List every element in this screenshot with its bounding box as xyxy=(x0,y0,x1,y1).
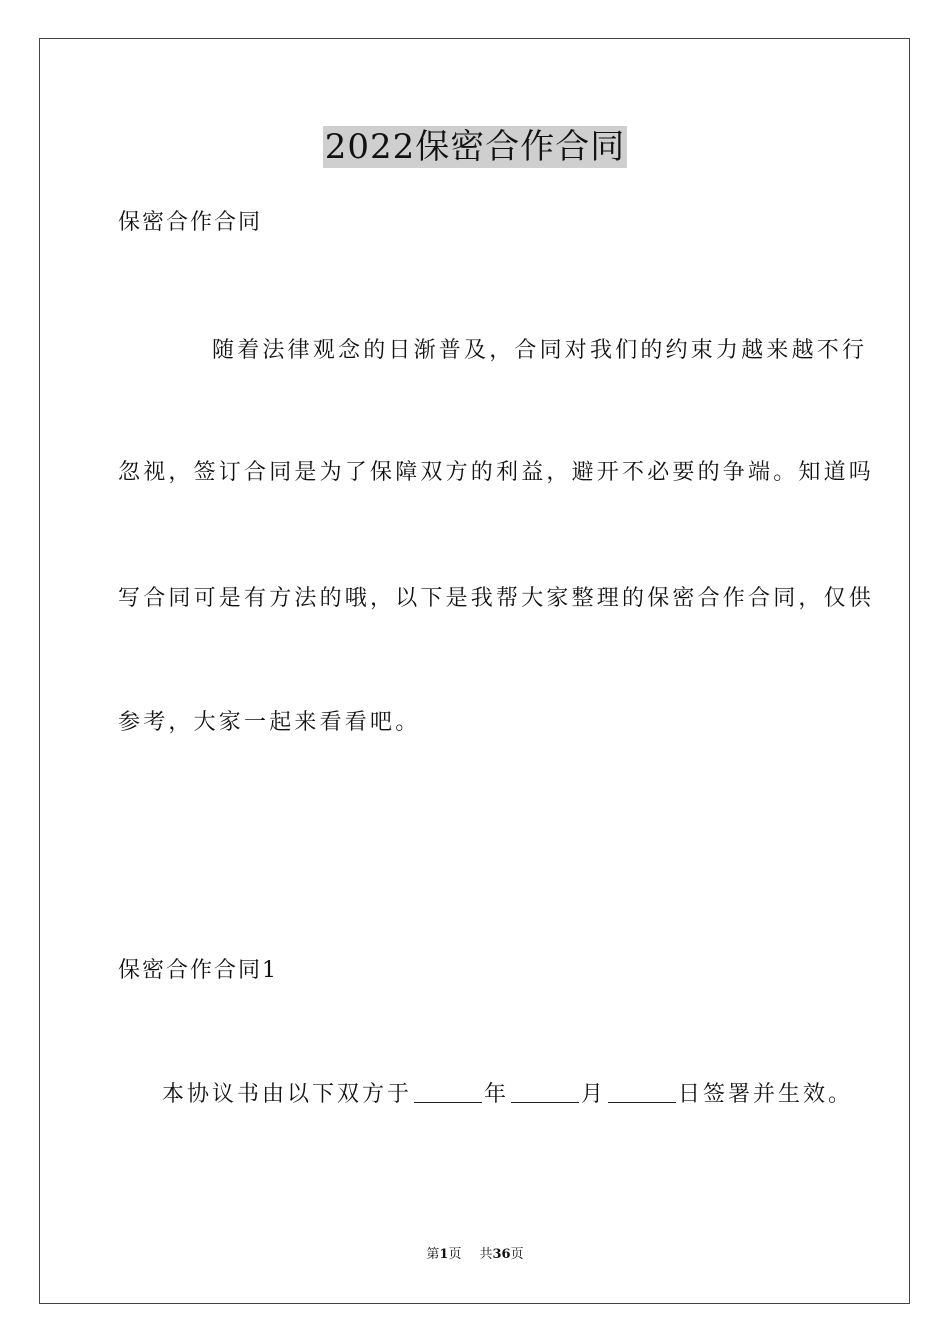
agreement-prefix: 本协议书由以下双方于 xyxy=(162,1082,413,1107)
footer-page-prefix: 第 xyxy=(426,1247,440,1262)
section-heading: 保密合作合同1 xyxy=(118,958,278,983)
document-subtitle: 保密合作合同 xyxy=(118,210,263,235)
agreement-line xyxy=(162,1080,853,1110)
agreement-year-label: 年 xyxy=(484,1082,510,1107)
day-blank xyxy=(608,1080,676,1103)
footer-page-number: 1 xyxy=(439,1247,449,1262)
footer-total-suffix: 页 xyxy=(510,1247,524,1262)
title-container xyxy=(0,126,950,168)
document-title: 2022保密合作合同 xyxy=(324,127,626,167)
agreement-month-label: 月 xyxy=(581,1082,607,1107)
intro-line-2: 忽视，签订合同是为了保障双方的利益，避开不必要的争端。知道吗 xyxy=(118,460,875,485)
page-footer xyxy=(0,1246,950,1264)
intro-line-1: 随着法律观念的日渐普及，合同对我们的约束力越来越不行 xyxy=(212,338,868,363)
intro-line-3: 写合同可是有方法的哦，以下是我帮大家整理的保密合作合同，仅供 xyxy=(118,586,875,611)
intro-line-4: 参考，大家一起来看看吧。 xyxy=(118,710,421,735)
agreement-suffix: 日签署并生效。 xyxy=(678,1082,854,1107)
footer-page-suffix: 页 xyxy=(448,1247,462,1262)
year-blank xyxy=(414,1080,482,1103)
footer-total-pages: 36 xyxy=(492,1247,511,1262)
footer-total-prefix: 共 xyxy=(479,1247,493,1262)
month-blank xyxy=(511,1080,579,1103)
